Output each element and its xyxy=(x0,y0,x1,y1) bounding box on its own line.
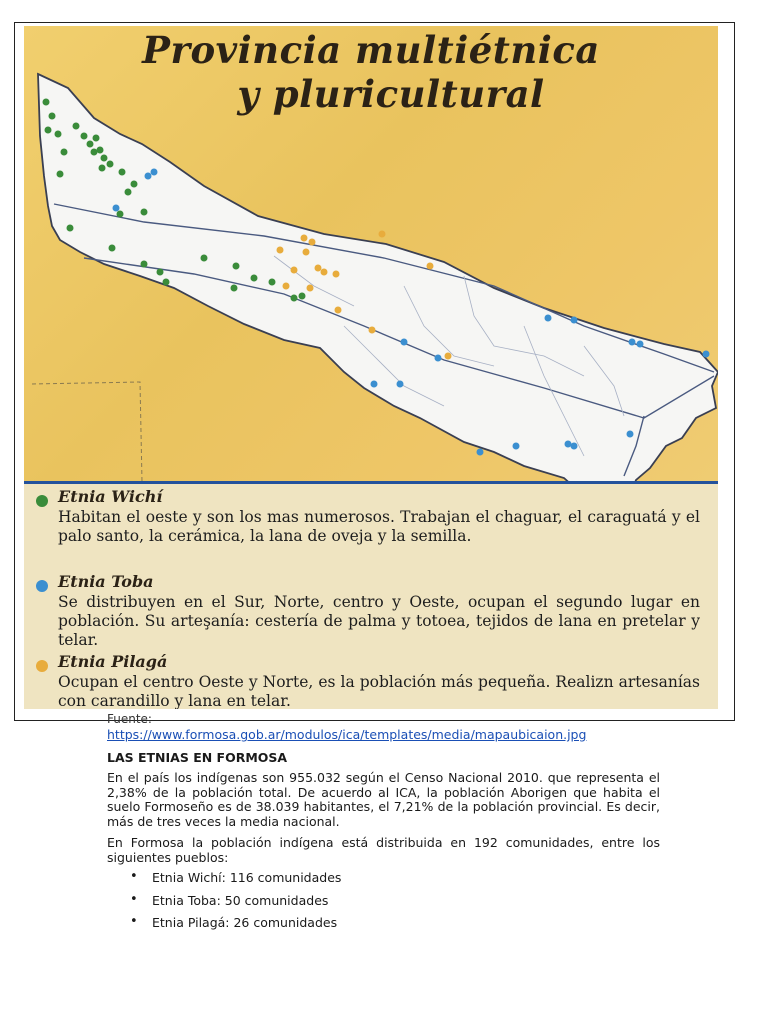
legend-description: Habitan el oeste y son los mas numerosos. Trabajan el chaguar, el caraguatá y el palo santo, la cerámica, la lana de oveja y la semilla. xyxy=(58,508,700,545)
legend-item-toba xyxy=(36,572,700,649)
legend-description: Ocupan el centro Oeste y Norte, es la población más pequeña. Realizn artesanías con carandillo y lana en telar. xyxy=(58,673,700,709)
legend-heading: Etnia Wichí xyxy=(58,487,163,506)
legend-heading: Etnia Toba xyxy=(58,572,154,591)
map-subtitle: y pluricultural xyxy=(237,72,545,116)
paragraph: En el país los indígenas son 955.032 según el Censo Nacional 2010. que representa el 2,38% de la población total. De acuerdo al ICA, la población Aborigen que habita el suelo Formoseño es de 38.039 habitantes, el 7,21% de la población provincial. Es decir, más de tres veces la media nacional. xyxy=(107,770,660,829)
green-dot-icon xyxy=(36,495,48,507)
legend-heading: Etnia Pilagá xyxy=(58,652,168,671)
map-image xyxy=(24,26,718,709)
section-heading: LAS ETNIAS EN FORMOSA xyxy=(107,750,288,765)
source-link[interactable]: https://www.formosa.gob.ar/modulos/ica/templates/media/mapaubicaion.jpg xyxy=(107,727,587,742)
list-item: • Etnia Toba: 50 comunidades xyxy=(130,893,341,916)
paragraph: En Formosa la población indígena está distribuida en 192 comunidades, entre los siguientes pueblos: xyxy=(107,835,660,865)
source-label: Fuente: xyxy=(107,712,152,726)
legend-item-pilaga xyxy=(36,652,700,709)
province-outline xyxy=(38,74,718,486)
map-legend xyxy=(24,481,718,709)
communities-list xyxy=(130,870,341,938)
blue-dot-icon xyxy=(36,580,48,592)
list-item: • Etnia Wichí: 116 comunidades xyxy=(130,870,341,893)
map-title: Provincia multiétnica xyxy=(142,28,600,72)
legend-description: Se distribuyen en el Sur, Norte, centro y Oeste, ocupan el segundo lugar en población. Su arteşanía: cestería de palma y totoea, tejidos de lana en pretelar y telar. xyxy=(58,593,700,649)
orange-dot-icon xyxy=(36,660,48,672)
legend-item-wichi xyxy=(36,487,700,559)
list-item: • Etnia Pilagá: 26 comunidades xyxy=(130,915,341,938)
neighbor-boundary xyxy=(32,382,142,482)
